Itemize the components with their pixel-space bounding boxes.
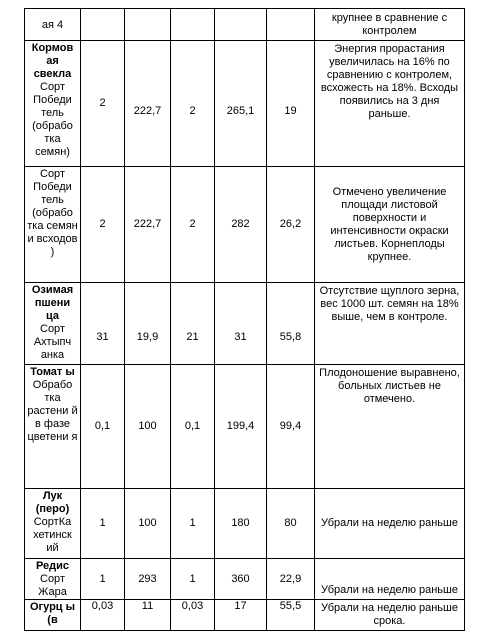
value: 26,2 <box>279 218 302 230</box>
crop-name: Кормов ая свекла <box>31 42 74 80</box>
crop-cell <box>25 365 81 489</box>
value-cell <box>81 600 125 631</box>
value: 17 <box>234 600 247 612</box>
note-text: крупнее в сравнение с контролем <box>331 11 448 37</box>
value-cell <box>215 167 267 283</box>
value-cell <box>125 9 171 41</box>
value: 21 <box>186 331 199 343</box>
variety-label: Обрабо тка растени й в фазе цветени я <box>27 379 78 443</box>
value: 99,4 <box>279 420 302 432</box>
value: 2 <box>189 218 196 230</box>
value: 80 <box>284 517 297 529</box>
table-row <box>25 489 465 559</box>
crop-name: Редис <box>35 560 70 572</box>
value: 11 <box>141 600 154 612</box>
value-cell <box>81 489 125 559</box>
crop-cell <box>25 41 81 167</box>
note-cell <box>315 489 465 559</box>
value: 293 <box>138 572 157 585</box>
crop-name: Огурц ы (в <box>29 601 76 626</box>
value: 0,1 <box>94 420 111 432</box>
value-cell <box>81 283 125 365</box>
variety-label: СортКа хетинск ий <box>33 516 72 554</box>
value: 2 <box>189 105 196 117</box>
value-cell <box>215 559 267 600</box>
crop-cell <box>25 283 81 365</box>
value-cell <box>267 9 315 41</box>
value: 222,7 <box>133 218 162 230</box>
value: 282 <box>231 218 250 230</box>
value: 22,9 <box>279 572 302 585</box>
value-cell <box>125 167 171 283</box>
value-cell <box>171 365 215 489</box>
value-cell <box>125 41 171 167</box>
table-row <box>25 283 465 365</box>
value: 1 <box>99 572 106 585</box>
value-cell <box>81 365 125 489</box>
value: 1 <box>189 517 196 529</box>
note-text: Убрали на неделю раньше <box>321 584 458 596</box>
results-table <box>24 8 465 631</box>
table-row <box>25 600 465 631</box>
note-cell <box>315 559 465 600</box>
note-text: Убрали на неделю раньше <box>321 517 458 529</box>
note-text: Отсутствие щуплого зерна, вес 1000 шт. семян на 18% выше, чем в контроле. <box>319 285 460 323</box>
value: 31 <box>234 331 247 343</box>
variety-label: Сорт Жара <box>38 573 67 598</box>
crop-cell <box>25 559 81 600</box>
note-text: Плодоношение выравнено, больных листьев не отмечено. <box>319 367 460 405</box>
value-cell <box>215 9 267 41</box>
value-cell <box>125 365 171 489</box>
value-cell <box>171 9 215 41</box>
crop-name: Лук (перо) <box>35 490 70 515</box>
table-row <box>25 365 465 489</box>
value-cell <box>125 600 171 631</box>
value: 1 <box>99 517 106 529</box>
value-cell <box>125 489 171 559</box>
value: 360 <box>231 572 250 585</box>
variety-label: ая 4 <box>41 18 64 31</box>
value: 222,7 <box>133 105 162 117</box>
note-cell <box>315 283 465 365</box>
value-cell <box>81 9 125 41</box>
value: 100 <box>138 517 157 529</box>
crop-cell <box>25 167 81 283</box>
value-cell <box>215 365 267 489</box>
value: 199,4 <box>226 420 255 432</box>
crop-cell <box>25 600 81 631</box>
variety-label: Сорт Ахтыпч анка <box>33 323 72 361</box>
value-cell <box>215 600 267 631</box>
value-cell <box>81 41 125 167</box>
crop-cell <box>25 9 81 41</box>
value-cell <box>267 600 315 631</box>
value-cell <box>267 167 315 283</box>
value-cell <box>171 41 215 167</box>
value-cell <box>267 559 315 600</box>
crop-name: Томат ы <box>30 366 75 378</box>
value-cell <box>125 283 171 365</box>
value: 31 <box>96 331 109 343</box>
variety-label: Сорт Победи тель (обрабо тка семян) <box>32 81 73 158</box>
note-text: Энергия прорастания увеличилась на 16% по сравнению с контролем, всхожесть на 18%. Всходы появились на 3 дня раньше. <box>320 43 459 120</box>
crop-name: Озимая пшени ца <box>31 284 74 322</box>
note-cell <box>315 365 465 489</box>
crop-cell <box>25 489 81 559</box>
value: 55,8 <box>279 331 302 343</box>
value: 2 <box>99 218 106 230</box>
value: 19 <box>284 105 297 117</box>
variety-label: Сорт Победи тель (обрабо тка семян и всходов ) <box>27 168 78 258</box>
value: 55,5 <box>279 600 302 612</box>
value: 180 <box>231 517 250 529</box>
note-text: Убрали на неделю раньше срока. <box>321 602 458 627</box>
value: 100 <box>138 420 157 432</box>
value: 2 <box>99 97 106 109</box>
value: 0,03 <box>91 600 114 612</box>
note-cell <box>315 167 465 283</box>
value-cell <box>171 600 215 631</box>
note-cell <box>315 600 465 631</box>
value-cell <box>171 283 215 365</box>
value-cell <box>267 365 315 489</box>
value: 265,1 <box>226 105 255 117</box>
value: 19,9 <box>136 331 159 343</box>
value-cell <box>267 283 315 365</box>
value-cell <box>171 489 215 559</box>
value-cell <box>171 559 215 600</box>
value: 1 <box>189 572 196 585</box>
value: 0,03 <box>181 600 204 612</box>
table-row <box>25 559 465 600</box>
note-cell <box>315 9 465 41</box>
table-row <box>25 41 465 167</box>
value: 0,1 <box>184 420 201 432</box>
value-cell <box>171 167 215 283</box>
value-cell <box>125 559 171 600</box>
value-cell <box>215 41 267 167</box>
value-cell <box>267 489 315 559</box>
table-row <box>25 167 465 283</box>
note-cell <box>315 41 465 167</box>
note-text: Отмечено увеличение площади листовой поверхности и интенсивности окраски листьев. Корнеплоды крупнее. <box>330 185 449 263</box>
value-cell <box>215 489 267 559</box>
table-row <box>25 9 465 41</box>
value-cell <box>81 167 125 283</box>
value-cell <box>215 283 267 365</box>
value-cell <box>267 41 315 167</box>
value-cell <box>81 559 125 600</box>
